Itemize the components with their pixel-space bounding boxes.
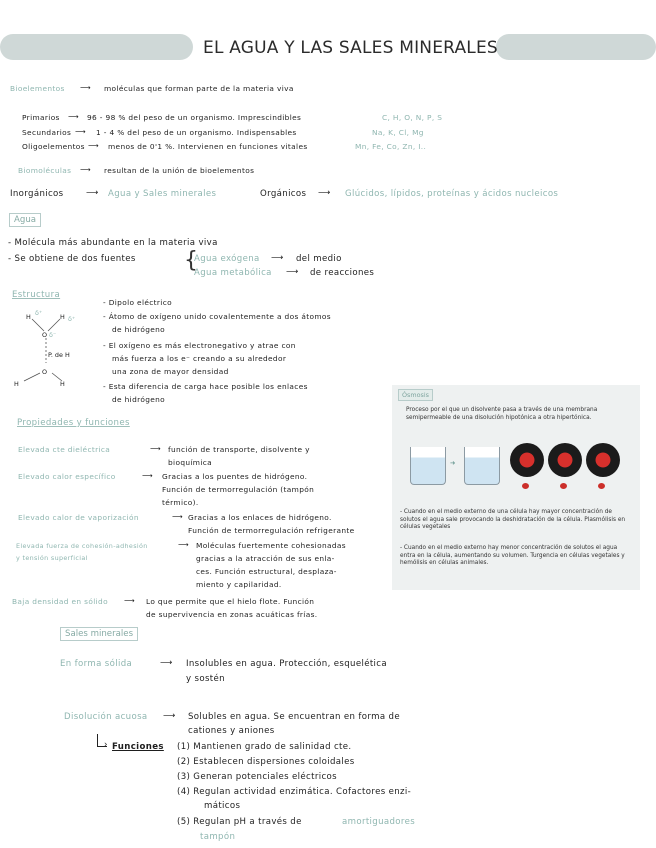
agua-heading: Agua — [9, 213, 41, 227]
prop-3-text-b: Función de termorregulación refrigerante — [188, 526, 355, 535]
organicos-items: Glúcidos, lípidos, proteínas y ácidos nucleicos — [345, 189, 559, 199]
estructura-bullet-3c: una zona de mayor densidad — [112, 367, 229, 376]
bioelementos-def: moléculas que forman parte de la materia viva — [104, 84, 294, 93]
molecule-o-top: O — [42, 331, 48, 339]
prop-2-text-a: Gracias a los puentes de hidrógeno. — [162, 472, 308, 481]
sales-heading: Sales minerales — [60, 627, 138, 641]
prop-5-label: Baja densidad en sólido — [12, 597, 108, 606]
arrow: ⟶ — [88, 141, 99, 150]
oligo-text: menos de 0'1 %. Intervienen en funciones vitales — [108, 142, 308, 151]
agua-source-metabolica: Agua metabólica — [194, 268, 272, 278]
prop-3-label: Elevado calor de vaporización — [18, 513, 139, 522]
arrow: ⟶ — [286, 267, 299, 277]
blood-cell-icon — [560, 483, 567, 489]
molecule-h-bottom-right: H — [60, 380, 65, 388]
sales-dissolution-text-a: Solubles en agua. Se encuentran en forma de — [188, 712, 401, 722]
osmosis-heading: Ósmosis — [398, 389, 433, 401]
blood-cell-icon — [598, 483, 605, 489]
red-cell-icon — [510, 443, 544, 477]
arrow: ⟶ — [163, 711, 176, 721]
osmosis-note-1: - Cuando en el medio externo de una célula hay mayor concentración de solutos el agua sale provocando la deshidratación de la célula. Plasmólisis en células vegetales — [400, 509, 626, 531]
function-4a: (4) Regulan actividad enzimática. Cofactores enzi- — [177, 787, 412, 797]
biomoleculas-def: resultan de la unión de bioelementos — [104, 166, 255, 175]
prop-1-label: Elevada cte dieléctrica — [18, 445, 111, 454]
beaker-icon — [410, 447, 446, 485]
arrow: ⟶ — [142, 471, 153, 480]
red-cell-icon — [586, 443, 620, 477]
arrow: ⟶ — [172, 512, 183, 521]
delta-negative: δ⁻ — [49, 331, 57, 339]
delta-positive-right: δ⁺ — [68, 315, 76, 323]
red-cell-icon — [548, 443, 582, 477]
blood-cell-icon — [522, 483, 529, 489]
prop-1-text-a: función de transporte, disolvente y — [168, 445, 310, 454]
function-2: (2) Establecen dispersiones coloidales — [177, 757, 355, 767]
prop-4-label-b: y tensión superficial — [16, 554, 88, 562]
arrow: ⟶ — [271, 253, 284, 263]
prop-5-text-b: de supervivencia en zonas acuáticas frías. — [146, 610, 318, 619]
oligo-elements: Mn, Fe, Co, Zn, I.. — [355, 142, 427, 151]
molecule-h-bottom-left: H — [14, 380, 19, 388]
arrow: ⟶ — [80, 83, 91, 92]
arrow: ⟶ — [86, 188, 99, 198]
secundarios-elements: Na, K, Cl, Mg — [372, 128, 424, 137]
estructura-heading: Estructura — [12, 290, 61, 300]
arrow-icon: ➜ — [450, 459, 456, 467]
inorganicos-items: Agua y Sales minerales — [108, 189, 217, 199]
molecule-o-bottom: O — [42, 368, 48, 376]
sales-solid-label: En forma sólida — [60, 659, 133, 669]
oligo-label: Oligoelementos — [22, 142, 85, 151]
secundarios-text: 1 - 4 % del peso de un organismo. Indispensables — [96, 128, 297, 137]
prop-4-text-a: Moléculas fuertemente cohesionadas — [196, 541, 346, 550]
prop-2-text-b: Función de termorregulación (tampón — [162, 485, 315, 494]
sales-solid-text-a: Insolubles en agua. Protección, esquelética — [186, 659, 387, 669]
prop-2-text-c: térmico). — [162, 498, 199, 507]
agua-source-exogena: Agua exógena — [194, 254, 260, 264]
agua-source-metabolica-dest: de reacciones — [310, 268, 375, 278]
header-pill-right — [496, 34, 656, 60]
sales-dissolution-text-b: cationes y aniones — [188, 726, 275, 736]
sales-dissolution-label: Disolución acuosa — [64, 712, 148, 722]
arrow: ⟶ — [160, 658, 173, 668]
sales-solid-text-b: y sostén — [186, 674, 225, 684]
arrow: ⟶ — [124, 596, 135, 605]
delta-positive-left: δ⁺ — [35, 309, 43, 317]
function-5c: tampón — [200, 832, 236, 842]
function-5b: amortiguadores — [342, 817, 416, 827]
functions-label: Funciones — [112, 742, 164, 752]
prop-4-label-a: Elevada fuerza de cohesión-adhesión — [16, 542, 148, 550]
brace: { — [184, 248, 199, 273]
estructura-bullet-4b: de hidrógeno — [112, 395, 166, 404]
arrow: ⟶ — [150, 444, 161, 453]
page-title: EL AGUA Y LAS SALES MINERALES — [203, 38, 498, 58]
molecule-h-top-left: H — [26, 313, 31, 321]
header-pill-left — [0, 34, 193, 60]
osmosis-note-2: - Cuando en el medio externo hay menor concentración de solutos el agua entra en la célula, aumentando su volumen. Turgencia en células vegetales y hemólisis en células animales. — [400, 545, 625, 567]
agua-source-exogena-dest: del medio — [296, 254, 342, 264]
prop-4-text-b: gracias a la atracción de sus enla- — [196, 554, 335, 563]
function-5a: (5) Regulan pH a través de — [177, 817, 302, 827]
function-1: (1) Mantienen grado de salinidad cte. — [177, 742, 352, 752]
molecule-h-top-right: H — [60, 313, 65, 321]
estructura-bullet-4a: - Esta diferencia de carga hace posible los enlaces — [103, 382, 308, 391]
primarios-text: 96 - 98 % del peso de un organismo. Imprescindibles — [87, 113, 302, 122]
arrow: ⟶ — [75, 127, 86, 136]
prop-1-text-b: bioquímica — [168, 458, 213, 467]
propiedades-heading: Propiedades y funciones — [17, 418, 130, 428]
biomoleculas-term: Biomoléculas — [18, 166, 72, 175]
osmosis-panel — [392, 385, 640, 590]
arrow: ⟶ — [68, 112, 79, 121]
estructura-bullet-2a: - Átomo de oxígeno unido covalentemente a dos átomos — [103, 312, 331, 321]
prop-3-text-a: Gracias a los enlaces de hidrógeno. — [188, 513, 332, 522]
inorganicos-label: Inorgánicos — [10, 189, 64, 199]
organicos-label: Orgánicos — [260, 189, 307, 199]
arrow: ⟶ — [80, 165, 91, 174]
estructura-bullet-3b: más fuerza a los e⁻ creando a su alrededor — [112, 354, 287, 363]
primarios-elements: C, H, O, N, P, S — [382, 113, 443, 122]
estructura-bullet-3a: - El oxígeno es más electronegativo y atrae con — [103, 341, 296, 350]
function-3: (3) Generan potenciales eléctricos — [177, 772, 337, 782]
hydrogen-bond-label: P. de H — [48, 351, 70, 359]
secundarios-label: Secundarios — [22, 128, 72, 137]
function-4b: máticos — [204, 801, 241, 811]
bioelementos-term: Bioelementos — [10, 84, 65, 93]
agua-line-2: - Se obtiene de dos fuentes — [8, 254, 136, 264]
agua-line-1: - Molécula más abundante en la materia viva — [8, 238, 218, 248]
beaker-icon — [464, 447, 500, 485]
prop-4-text-c: ces. Función estructural, desplaza- — [196, 567, 337, 576]
prop-2-label: Elevado calor específico — [18, 472, 116, 481]
arrow: › — [104, 740, 108, 750]
prop-4-text-d: miento y capilaridad. — [196, 580, 282, 589]
arrow: ⟶ — [178, 540, 189, 549]
osmosis-description: Proceso por el que un disolvente pasa a través de una membrana semipermeable de una disolución hipotónica a otra hipertónica. — [406, 407, 598, 421]
primarios-label: Primarios — [22, 113, 60, 122]
arrow: ⟶ — [318, 188, 331, 198]
estructura-bullet-2b: de hidrógeno — [112, 325, 166, 334]
prop-5-text-a: Lo que permite que el hielo flote. Función — [146, 597, 315, 606]
estructura-bullet-1: - Dipolo eléctrico — [103, 298, 172, 307]
